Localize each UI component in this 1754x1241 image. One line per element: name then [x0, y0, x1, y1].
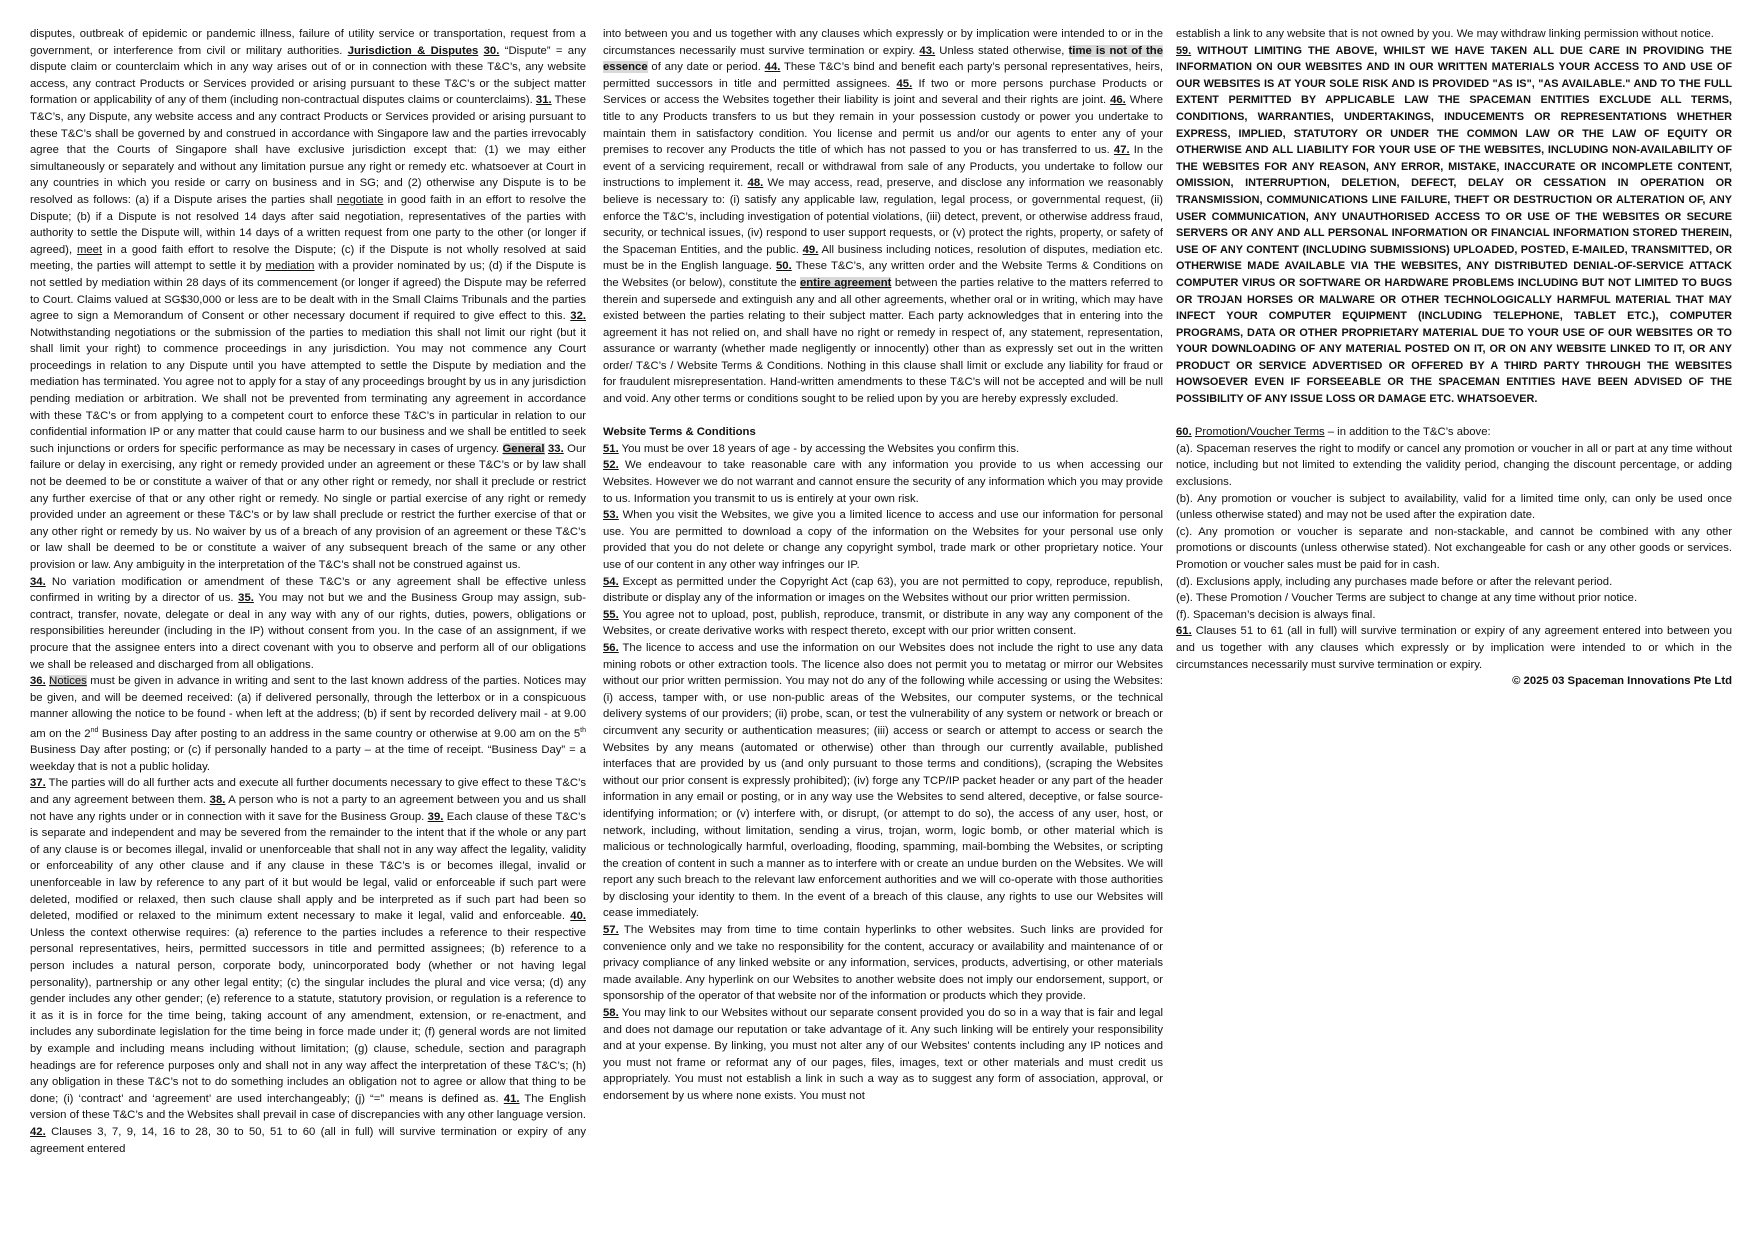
promo-item-d: (d). Exclusions apply, including any purchases made before or after the relevant period.: [1176, 575, 1613, 588]
clause-number-49: 49.: [802, 243, 819, 256]
clause-53: [603, 507, 1163, 573]
clause-58-tail: establish a link to any website that is not owned by you. We may withdraw linking permission without notice.: [1176, 28, 1714, 40]
clause-number-35: 35.: [238, 592, 254, 605]
clause-number-42: 42.: [30, 1125, 46, 1138]
clause-51-text: You must be over 18 years of age - by accessing the Websites you confirm this.: [618, 442, 1020, 455]
superscript-th: th: [580, 726, 586, 734]
heading-website-terms: Website Terms & Conditions: [603, 426, 756, 439]
clauses-34-35: [30, 574, 586, 674]
clause-number-47: 47.: [1113, 144, 1130, 157]
clause-number-57: 57.: [603, 924, 619, 937]
clause-36-text-2: Business Day after posting to an address in the same country or otherwise at 9.00 am on the 5: [98, 727, 581, 740]
clause-number-45: 45.: [896, 77, 913, 90]
clause-number-31: 31.: [535, 94, 552, 107]
clause-30-text: “Dispute” = any dispute claim or counterclaim which in any way arises out of or in connection with these T&C’s, any website access, any contract Products or Services provided or arising pursuant to these T&C’s or the subject matter formation or applicability of any of them (including non-contractual disputes claims or counterclaims).: [30, 44, 586, 107]
clause-37-text: The parties will do all further acts and execute all further documents necessary to give effect to these T&C’s and any agreement between them.: [30, 777, 586, 807]
clause-29-tail: disputes, outbreak of epidemic or pandemic illness, failure of utility service or transportation, request from a government, or interference from civil or military authorities.: [30, 28, 586, 57]
clause-60-intro: – in addition to the T&C’s above:: [1324, 426, 1491, 439]
clause-39-text: Each clause of these T&C’s is separate and independent and may be severed from the remainder to the intent that if the whole or any part of any clause is or becomes illegal, invalid or unenforceable that shall not in any way affect the legality, validity or enforceability of any other clause and if any clause in these T&C’s is or becomes illegal, invalid or unenforceable in law by reference to any part of it but would be legal, valid or enforceable if such part were deleted, modified or relaxed, then such clause shall apply and be interpreted as if such part had been so deleted, modified or relaxed to the minimum extent necessary to make it legal, valid and enforceable.: [30, 810, 586, 923]
clause-31-text: These T&C’s, any Dispute, any website access and any contract Products or Services provided or arising pursuant to these T&C’s shall be governed by and construed in accordance with Singapore law and the parties irrevocably agree that the Courts of Singapore shall have exclusive jurisdiction except that: (1) we may either simultaneously or separately and without any limitation pursue any right or remedy etc. whatsoever at Court in any countries in which you reside or carry on business and in SG; and (2) otherwise any Dispute is to be resolved as follows: (a) if a Dispute arises the parties shall: [30, 94, 586, 206]
clause-56: [603, 640, 1163, 922]
clause-number-32: 32.: [570, 310, 586, 323]
clause-36-text: must be given in advance in writing and sent to the last known address of the parties. Notices may be given, and will be deemed received: (a) if delivered personally, through the letterbox or in a conspicuous manner allowing the notice to be found - when left at the address; (b) if sent by recorded delivery mail - at 9.00 am on the 2: [30, 675, 586, 740]
heading-promotion-voucher-terms: Promotion/Voucher Terms: [1194, 426, 1325, 439]
clause-31-text-3: in a good faith effort to resolve the Dispute; (c) if the Dispute is not wholly resolved at said meeting, the parties will attempt to settle it by: [30, 243, 586, 273]
clause-number-60: 60.: [1176, 426, 1192, 439]
clause-number-44: 44.: [764, 61, 781, 74]
promo-item-b: (b). Any promotion or voucher is subject to availability, valid for a limited time only, can only be used once (unless otherwise stated) and may not be used after the expiration date.: [1176, 492, 1732, 522]
column-left: [30, 26, 586, 1226]
clause-number-40: 40.: [570, 910, 586, 923]
clause-number-39: 39.: [427, 810, 444, 823]
clause-59: [1176, 43, 1732, 408]
clause-45-text: If two or more persons purchase Products or Services or access the Websites together their liability is joint and several and their rights are joint.: [603, 77, 1163, 107]
clause-61: [1176, 623, 1732, 673]
clause-43-text: Unless stated otherwise,: [935, 44, 1069, 57]
clause-number-41: 41.: [503, 1092, 520, 1105]
clause-46-text: Where title to any Products transfers to us but they remain in your possession custody or power you undertake to maintain them in satisfactory condition. You license and permit us and/or our agents to enter any of your premises to recover any Products the title of which has not passed to you or has transferred to us.: [603, 94, 1163, 157]
clause-61-text: Clauses 51 to 61 (all in full) will survive termination or expiry of any agreement entered into between you and us together with any clauses which expressly or by implication were intended to or which in the circumstances necessarily must survive termination or expiry.: [1176, 625, 1732, 671]
clause-35-text: You may not but we and the Business Group may assign, sub-contract, transfer, novate, delegate or deal in any way with any of our rights, duties, powers, obligations or responsibilities hereunder (including in the IP) without consent from you. In the case of an assignment, if we procure that the assignee enters into a direct covenant with you to observe and perform all of our obligations we shall be released and discharged from all obligations.: [30, 592, 586, 671]
clause-33-text: Our failure or delay in exercising, any right or remedy provided under an agreement or these T&C’s or by law shall not be deemed to be or constitute a waiver of that or any other right or remedy, nor shall it preclude or restrict any further exercise of that or any other right or remedy. No single or partial exercise of any right or remedy provided under an agreement or these T&C’s or by law shall preclude or restrict the further exercise of that or any other right or remedy by us. No waiver by us of a breach of any provision of an agreement or these T&C’s or law shall be deemed to be or constitute a waiver of any subsequent breach of the same or any other provision or law. Any ambiguity in the interpretation of the T&C’s shall not be construed against us.: [30, 442, 586, 571]
clause-50-text-2: between the parties relative to the matters referred to therein and supersede and extinguish any and all other agreements, whether oral or in writing, which may have existed between the parties relating to their subject matter. Each party acknowledges that in entering into the agreement it has not relied on, and shall have no right or remedy in respect of, any statement, representation, assurance or warranty (whether made negligently or innocently) other than as expressly set out in the written order/ T&C’s / Website Terms & Conditions. Nothing in this clause shall limit or exclude any liability for fraud or for fraudulent misrepresentation. Hand-written amendments to these T&C’s will not be accepted and will be null and void. Any other terms or conditions sought to be relied upon by you are hereby expressly excluded.: [603, 276, 1163, 406]
clause-42-tail: into between you and us together with any clauses which expressly or by implication were intended to or in the circumstances necessarily must survive termination or expiry.: [603, 28, 1163, 57]
clause-40-text: Unless the context otherwise requires: (a) reference to the parties includes a reference to their respective personal representatives, heirs, permitted successors in title and permitted assignees; (b) reference to a person includes a natural person, corporate body, unincorporated body (whether or not having legal personality), partnership or any other legal entity; (c) the singular includes the plural and vice versa; (d) any gender includes any other gender; (e) reference to a statute, statutory provision, or regulation is a reference to it as it is in force for the time being, taking account of any amendment, extension, or re-enactment, and includes any subordinate legislation for the time being in force made under it; (f) general words are not limited by example and including means including without limitation; (g) clause, schedule, section and paragraph headings are for reference purposes only and shall not in any way affect the interpretation of these T&C’s; (h) any obligation in these T&C’s not to do something includes an obligation not to agree or allow that thing to be done; (i) ‘contract’ and ‘agreement’ are used interchangeably; (j) “=” means is defined as.: [30, 926, 586, 1105]
clause-47-text: In the event of a servicing requirement, recall or withdrawal from sale of any Products, you undertake to follow our instructions to implement it.: [603, 144, 1163, 190]
spacer: [1176, 408, 1732, 425]
clause-number-55: 55.: [603, 608, 619, 621]
clause-number-37: 37.: [30, 777, 46, 790]
term-negotiate: negotiate: [336, 193, 384, 206]
clause-52: [603, 457, 1163, 507]
clause-44-text: These T&C’s bind and benefit each party’s personal representatives, heirs, permitted successors in title and permitted assignees.: [603, 61, 1163, 90]
clause-49-text: All business including notices, resolution of disputes, mediation etc. must be in the English language.: [603, 243, 1163, 273]
clause-number-34: 34.: [30, 575, 46, 588]
clause-51: [603, 441, 1163, 458]
term-mediation: mediation: [265, 260, 315, 273]
clause-number-51: 51.: [603, 442, 619, 455]
clause-31-text-4: with a provider nominated by us; (d) if the Dispute is not settled by mediation within 28 days of its commencement (or longer if agreed) the Dispute may be referred to Court. Claims valued at SG$30,000 or less are to be dealt with in the Small Claims Tribunals and the parties agree to sign a Memorandum of Consent or other necessary document if required to give effect to this.: [30, 260, 586, 323]
clause-52-text: We endeavour to take reasonable care with any information you provide to us when accessing our Websites. However we do not warrant and cannot ensure the security of any information which you may provide to us. Information you transmit to us is entirely at your own risk.: [603, 459, 1163, 505]
clause-53-text: When you visit the Websites, we give you a limited licence to access and use our information for personal use. You are permitted to download a copy of the information on the Websites for your personal use only provided that you do not delete or change any copyright symbol, trade mark or other proprietary notice. Your use of our content in any other way infringes our IP.: [603, 509, 1163, 571]
clause-number-50: 50.: [776, 260, 792, 273]
clause-number-30: 30.: [483, 44, 500, 57]
clause-56-text: The licence to access and use the information on our Websites does not include the right to use any data mining robots or other extraction tools. The licence also does not permit you to metatag or mirror our Websites without our prior written permission. You may not do any of the following while accessing or using the Websites: (i) access, tamper with, or use non-public areas of the Websites, our computer systems, or the technical delivery systems of our providers; (ii) probe, scan, or test the vulnerability of any system or network or breach or circumvent any security or authentication measures; (iii) access or search or attempt to access or search the Websites by any means (automated or otherwise) other than through our currently available, published interfaces that are provided by us (and only pursuant to those terms and conditions), (scraping the Websites without our prior consent is expressly prohibited); (iv) forge any TCP/IP packet header or any part of the header information in any email or posting, or in any way use the Websites to send altered, deceptive, or false source-identifying information; or (v) interfere with, or disrupt, (or attempt to do so), the access of any user, host, or network, including, without limitation, sending a virus, trojan, worm, logic bomb, or other material which is malicious or technologically harmful, overloading, flooding, spamming, mail-bombing the Websites, or scripting the creation of content in such a manner as to interfere with or create an undue burden on the Websites. We will report any such breach to the relevant law enforcement authorities and we will co-operate with those authorities by disclosing your identity to them. In the event of a breach of this clause, any rights to use our Websites will cease immediately.: [603, 641, 1163, 920]
clause-41-text: The English version of these T&C’s and the Websites shall prevail in case of discrepancies with any other language version.: [30, 1092, 586, 1122]
clause-36-text-3: Business Day after posting; or (c) if personally handed to a party – at the time of receipt. “Business Day” = a weekday that is not a public holiday.: [30, 744, 586, 773]
clause-number-38: 38.: [209, 794, 226, 807]
clause-number-54: 54.: [603, 575, 619, 588]
clause-42-text: Clauses 3, 7, 9, 14, 16 to 28, 30 to 50, 51 to 60 (all in full) will survive termination or expiry of any agreement entered: [30, 1125, 586, 1155]
clause-55-text: You agree not to upload, post, publish, reproduce, transmit, or distribute in any way any component of the Websites, or create derivative works with respect thereto, except with our prior written consent.: [603, 608, 1163, 638]
clause-34-text: No variation modification or amendment of these T&C’s or any agreement shall be effective unless confirmed in writing by a director of us.: [30, 575, 586, 605]
clauses-37-42: [30, 775, 586, 1157]
clause-number-33: 33.: [548, 442, 564, 455]
clauses-42-50: [603, 26, 1163, 408]
clause-58: [603, 1005, 1163, 1105]
clause-number-61: 61.: [1176, 625, 1192, 638]
clause-59-text: WITHOUT LIMITING THE ABOVE, WHILST WE HAVE TAKEN ALL DUE CARE IN PROVIDING THE INFORMATION ON OUR WEBSITES AND IN OUR WRITTEN MATERIALS YOUR ACCESS TO AND USE OF OUR WEBSITES IS AT YOUR SOLE RISK AND IS PROVIDED "AS IS", "AS AVAILABLE." AND TO THE FULL EXTENT PERMITTED BY APPLICABLE LAW THE SPACEMAN ENTITIES EXCLUDE ALL TERMS, CONDITIONS, WARRANTIES, UNDERTAKINGS, INDUCEMENTS OR REPRESENTATIONS WHETHER EXPRESS, IMPLIED, STATUTORY OR UNDER THE COMMON LAW OR THE LAW OF EQUITY OR OTHERWISE AND ALL LIABILITY FOR YOUR USE OF THE WEBSITES, INCLUDING NON-AVAILABILITY OF THE WEBSITES FOR ANY REASON, ANY ERROR, MISTAKE, INACCURATE OR INCOMPLETE CONTENT, OMISSION, INTERRUPTION, DELETION, DEFECT, DELAY OR CESSATION IN OPERATION OR TRANSMISSION, COMMUNICATIONS LINE FAILURE, THEFT OR DESTRUCTION OR ALTERATION OF, ANY USER COMMUNICATION, ANY UNAUTHORISED ACCESS TO OR USE OF THE WEBSITES OR SECURE SERVERS OR ANY AND ALL PERSONAL INFORMATION OR FINANCIAL INFORMATION STORED THEREIN, USE OF ANY CONTENT (INCLUDING SUBMISSIONS) UPLOADED, POSTED, E-MAILED, TRANSMITTED, OR OTHERWISE MADE AVAILABLE VIA THE WEBSITES, ANY DISTRIBUTED DENIAL-OF-SERVICE ATTACK COMPUTER VIRUS OR SOFTWARE OR HARDWARE PROBLEMS INCLUDING BUT NOT LIMITED TO BUGS OR TROJAN HORSES OR MALWARE OR OTHER TECHNOLOGICALLY HARMFUL MATERIAL THAT MAY INFECT YOUR COMPUTER EQUIPMENT (INCLUDING TELEPHONE, TABLET ETC.), COMPUTER PROGRAMS, DATA OR OTHER PROPRIETARY MATERIAL DUE TO YOUR USE OF OUR WEBSITES OR TO YOUR DOWNLOADING OF ANY MATERIAL POSTED ON IT, OR ON ANY WEBSITE LINKED TO IT, OR ANY PRODUCT OR SERVICE ADVERTISED OR OFFERED BY A THIRD PARTY THROUGH THE WEBSITES HOWSOEVER EVEN IF FORSEEABLE OR THE SPACEMAN ENTITIES HAVE BEEN ADVISED OF THE POSSIBILITY OF ANY ISSUE LOSS OR DAMAGE ETC. WHATSOEVER.: [1176, 44, 1732, 406]
terms-document: [30, 26, 1732, 1226]
promo-item-c: (c). Any promotion or voucher is separate and non-stackable, and cannot be combined with any other promotions or discounts (unless otherwise stated). Not exchangeable for cash or any other goods or services. Promotion or voucher sales must be paid for in cash.: [1176, 525, 1732, 571]
clause-48-text: We may access, read, preserve, and disclose any information we reasonably believe is necessary to: (i) satisfy any applicable law, regulation, legal process, or governmental request, (ii) enforce the T&C’s, including investigation of potential violations, (iii) detect, prevent, or otherwise address fraud, security, or technical issues, (iv) respond to user support requests, or (v) protect the rights, property, or safety of the Spaceman Entities, and the public.: [603, 177, 1163, 256]
promo-item-e: (e). These Promotion / Voucher Terms are subject to change at any time without prior notice.: [1176, 592, 1638, 605]
clause-43-text-2: of any date or period.: [647, 61, 765, 74]
clause-number-59: 59.: [1176, 44, 1192, 57]
column-middle: [603, 26, 1163, 1226]
heading-general: General: [502, 442, 545, 455]
term-meet: meet: [76, 243, 103, 256]
clause-54-text: Except as permitted under the Copyright Act (cap 63), you are not permitted to copy, reproduce, republish, distribute or display any of the information or images on the Websites without our prior written permission.: [603, 575, 1163, 605]
clause-number-48: 48.: [747, 177, 764, 190]
highlight-time-not-essence: time is not of the essence: [603, 44, 1163, 74]
clause-58-text: You may link to our Websites without our separate consent provided you do so in a way that is fair and legal and does not damage our reputation or take advantage of it. Any such linking will be entirely your responsibility and at your expense. By linking, you must not alter any of our Websites' contents including any IP notices and you must not frame or reformat any of our pages, files, images, text or other materials and must credit us appropriately. You must not establish a link in such a way as to suggest any form of association, approval, or endorsement by us where none exists. You must not: [603, 1007, 1163, 1102]
promo-item-f: (f). Spaceman’s decision is always final.: [1176, 608, 1376, 621]
clause-number-58: 58.: [603, 1007, 619, 1020]
clause-number-43: 43.: [919, 44, 936, 57]
superscript-nd: nd: [90, 726, 99, 734]
heading-jurisdiction-disputes: Jurisdiction & Disputes: [347, 44, 479, 57]
clause-57-text: The Websites may from time to time contain hyperlinks to other websites. Such links are provided for convenience only and we take no responsibility for the content, accuracy or availability and maintenance of or privacy compliance of any linked website or any information, services, products, advertising, or other materials made available. Any hyperlink on our Websites to another website does not imply our endorsement, support, or sponsorship of the operator of that website nor of the information or products which they provide.: [603, 924, 1163, 1003]
clause-60: [1176, 424, 1732, 441]
clause-50-text: These T&C’s, any written order and the Website Terms & Conditions on the Websites (or below), constitute the: [603, 260, 1163, 289]
clauses-29-33: [30, 26, 586, 574]
clause-number-53: 53.: [603, 509, 619, 522]
clause-number-52: 52.: [603, 459, 619, 472]
clause-54: [603, 574, 1163, 607]
clause-number-36: 36.: [30, 675, 46, 688]
copyright-notice: © 2025 03 Spaceman Innovations Pte Ltd: [1512, 675, 1732, 688]
clause-38-text: A person who is not a party to an agreement between you and us shall not have any rights under or in connection with it save for the Business Group.: [30, 794, 586, 823]
clause-36: [30, 673, 586, 775]
term-notices: Notices: [49, 675, 87, 688]
clause-number-56: 56.: [603, 641, 619, 654]
column-right: [1176, 26, 1732, 1226]
spacer: [603, 408, 1163, 425]
highlight-entire-agreement: entire agreement: [800, 276, 892, 289]
clause-32-text: Notwithstanding negotiations or the submission of the parties to mediation this shall not limit our right (but it shall limit your right) to commence proceedings in any jurisdiction. You may not commence any Court proceedings in relation to any Dispute until you have attempted to settle the Dispute by mediation and the mediation has terminated. You agree not to apply for a stay of any proceedings brought by us in any jurisdiction pending mediation or arbitration. We shall not be prevented from terminating any agreement in accordance with these T&C’s or from applying to a competent court to enforce these T&C’s in particular in relation to our confidential information IP or any matter that could cause harm to our business and we shall be entitled to seek such injunctions or orders for specific performance as may be necessary in cases of urgency.: [30, 326, 586, 455]
clause-55: [603, 607, 1163, 640]
clause-31-text-2: in good faith in an effort to resolve the Dispute; (b) if a Dispute is not resolved 14 days after said negotiation, representatives of the parties with authority to settle the Dispute will, within 14 days of a written request from one party to the other (or longer if agreed),: [30, 193, 586, 256]
promo-item-a: (a). Spaceman reserves the right to modify or cancel any promotion or voucher in all or part at any time without notice, including but not limited to extending the validity period, changing the discount percentage, or adding exclusions.: [1176, 442, 1732, 489]
clause-57: [603, 922, 1163, 1005]
clause-number-46: 46.: [1110, 94, 1126, 107]
